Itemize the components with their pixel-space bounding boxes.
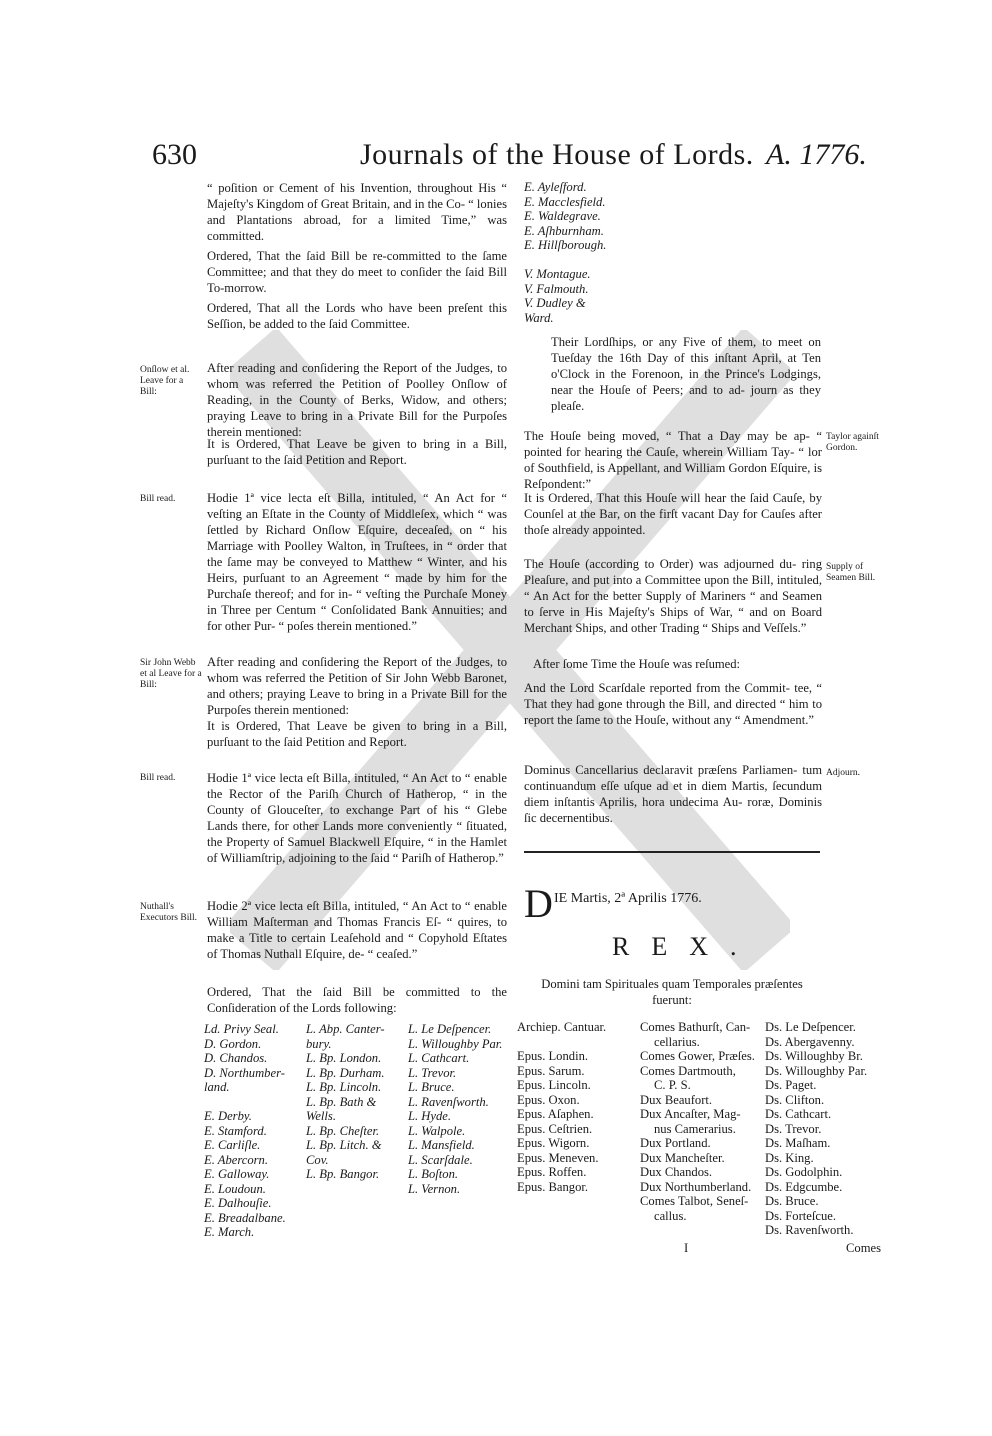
right-para-4: The Houſe (according to Order) was adjourned du- ring Pleaſure, and put into a Committee upon the Bill, intituled, “ An Act for the better Supply of Mariners “ and Seamen to ſerve in His Majeſty's Ships of War, “ and on Board Merchant Ships, and other Trading “ Ships and Veſſels.” — [524, 557, 822, 635]
right-para-3: It is Ordered, That this Houſe will hear the ſaid Cauſe, by Counſel at the Bar, on the firſt vacant Day for Cauſes after thoſe already appointed. — [524, 491, 822, 537]
present-list-col-3: Ds. Le Deſpencer. Ds. Abergavenny. Ds. Willoughby Br. Ds. Willoughby Par. Ds. Paget. Ds. Clifton. Ds. Cathcart. Ds. Trevor. Ds. Maſham. Ds. King. Ds. Godolphin. Ds. Edgcumbe. Ds. Bruce. Ds. Forteſcue. Ds. Ravenſworth. — [765, 1020, 868, 1237]
page-number: 630 — [152, 138, 197, 171]
date-line: IE Martis, 2ª Aprilis 1776. — [554, 891, 702, 906]
lords-list-col-3: L. Le Deſpencer. L. Willoughby Par. L. Cathcart. L. Trevor. L. Bruce. L. Ravenſworth. L. Hyde. L. Walpole. L. Mansfield. L. Scarſdale. L. Boſton. L. Vernon. — [408, 1022, 503, 1196]
rex-heading: REX. — [612, 932, 759, 961]
left-para-9: Hodie 1ª vice lecta eſt Billa, intituled, “ An Act to “ enable the Rector of the Pariſh Church of Hatherop, “ in the County of Glouceſter, to exchange Part of his “ Glebe Lands there, for other Lands more conveniently “ ſituated, the Property of Samuel Blackwell Eſquire, “ in the Hamlet of Williamſtrip, adjoining to the ſaid “ Pariſh of Hatherop.” — [207, 771, 507, 865]
right-para-1: Their Lordſhips, or any Five of them, to meet on Tueſday the 16th Day of this inſtant April, at Ten o'Clock in the Forenoon, in the Prince's Lodgings, near the Houſe of Peers; and to ad- journ as they pleaſe. — [551, 335, 821, 413]
left-para-4: After reading and conſidering the Report of the Judges, to whom was referred the Petition of Poolley Onſlow of Reading, in the County of Berks, Widow, and others; praying Leave to bring in a Private Bill for the Purpoſes therein mentioned: — [207, 361, 507, 439]
margin-note-nuthall: Nuthall's Executors Bill. — [140, 902, 197, 923]
lords-list-col-2: L. Abp. Canter- bury. L. Bp. London. L. Bp. Durham. L. Bp. Lincoln. L. Bp. Bath & Wells. L. Bp. Cheſter. L. Bp. Litch. & Cov. L. Bp. Bangor. — [306, 1022, 385, 1181]
catchword: Comes — [846, 1241, 881, 1255]
right-para-6: And the Lord Scarſdale reported from the Commit- tee, “ That they had gone through the Bill, and directed “ him to report the ſame to the Houſe, without any “ Amendment.” — [524, 681, 822, 727]
present-list-col-1: Archiep. Cantuar. Epus. Londin. Epus. Sarum. Epus. Lincoln. Epus. Oxon. Epus. Aſaphen. Epus. Ceſtrien. Epus. Wigorn. Epus. Meneven. Epus. Roffen. Epus. Bangor. — [517, 1020, 607, 1194]
margin-note-adjourn: Adjourn. — [826, 768, 861, 778]
left-para-10: Hodie 2ª vice lecta eſt Billa, intituled, “ An Act to “ enable William Maſterman and Thomas Francis Eſ- “ quires, to make a Title to certain Leaſehold and “ Copyhold Eſtates of Thomas Nuthall Eſquire, de- “ ceaſed.” — [207, 899, 507, 961]
lords-list-col-1: Ld. Privy Seal. D. Gordon. D. Chandos. D. Northumber- land. E. Derby. E. Stamford. E. Carliſle. E. Abercorn. E. Galloway. E. Loudoun. E. Dalhouſie. E. Breadalbane. E. March. — [204, 1022, 286, 1239]
left-para-5: It is Ordered, That Leave be given to bring in a Bill, purſuant to the ſaid Petition and Report. — [207, 437, 507, 467]
right-para-7: Dominus Cancellarius declaravit præſens Parliamen- tum continuandum eſſe uſque ad et in diem Martis, ſecundum diem inſtantis Aprilis, hora undecima Au- roræ, Dominis ſic decernentibus. — [524, 763, 822, 825]
left-para-3: Ordered, That all the Lords who have been preſent this Seſſion, be added to the ſaid Committee. — [207, 301, 507, 331]
drop-cap: D — [524, 881, 553, 926]
margin-note-supply: Supply of Seamen Bill. — [826, 562, 876, 583]
left-para-2: Ordered, That the ſaid Bill be re-committed to the ſame Committee; and that they do meet to conſider the ſaid Bill To-morrow. — [207, 249, 507, 295]
present-heading: Domini tam Spirituales quam Temporales præſentes fuerunt: — [541, 977, 803, 1007]
right-para-5: After ſome Time the Houſe was reſumed: — [533, 657, 741, 671]
left-para-6: Hodie 1ª vice lecta eſt Billa, intituled, “ An Act for “ veſting an Eſtate in the County of Middleſex, which “ was ſettled by Richard Onſlow Eſquire, deceaſed, on “ his Marriage with Poolley Walton, in Truſtees, in “ order that the ſame may be conveyed to Matthew “ Winter, and his Heirs, purſuant to an Agreement “ made by him for the Purchaſe thereof; and for in- “ veſting the Purchaſe Money in Three per Centum “ Conſolidated Bank Annuities; and for other Pur- “ poſes therein mentioned.” — [207, 491, 507, 633]
signature-mark: I — [684, 1241, 689, 1255]
left-para-11: Ordered, That the ſaid Bill be committed to the Conſideration of the Lords following: — [207, 985, 507, 1015]
present-list-col-2: Comes Bathurſt, Can- cellarius. Comes Gower, Præſes. Comes Dartmouth, C. P. S. Dux Beaufort. Dux Ancaſter, Mag- nus Camerarius. Dux Portland. Dux Mancheſter. Dux Chandos. Dux Northumberland. Comes Talbot, Seneſ- callus. — [640, 1020, 755, 1223]
left-para-7: After reading and conſidering the Report of the Judges, to whom was referred the Petition of Sir John Webb Baronet, and others; praying Leave to bring in a Private Bill for the Purpoſes therein mentioned: — [207, 655, 507, 717]
left-para-1: “ poſition or Cement of his Invention, throughout His “ Majeſty's Kingdom of Great Britain, and in the Co- “ lonies and Plantations abroad, for a limited Time,” was committed. — [207, 181, 507, 243]
lords-list-top-right: E. Ayleſford. E. Macclesfield. E. Waldegrave. E. Aſhburnham. E. Hillſborough. V. Montague. V. Falmouth. V. Dudley & Ward. — [524, 180, 607, 325]
page-title: Journals of the House of Lords. — [360, 138, 754, 171]
right-para-2: The Houſe being moved, “ That a Day may be ap- “ pointed for hearing the Cauſe, wherein William Tay- “ lor of Southfield, is Appellant, and William Gordon Eſquire, is Reſpondent:” — [524, 429, 822, 491]
left-para-8: It is Ordered, That Leave be given to bring in a Bill, purſuant to the ſaid Petition and Report. — [207, 719, 507, 749]
margin-note-onslow: Onſlow et al. Leave for a Bill: — [140, 365, 190, 397]
margin-note-taylor: Taylor againſt Gordon. — [826, 432, 879, 453]
page-year: A. 1776. — [766, 138, 867, 171]
margin-note-bill-read-2: Bill read. — [140, 773, 176, 783]
margin-note-webb: Sir John Webb et al Leave for a Bill: — [140, 658, 202, 690]
section-divider — [524, 851, 820, 853]
margin-note-bill-read-1: Bill read. — [140, 494, 176, 504]
